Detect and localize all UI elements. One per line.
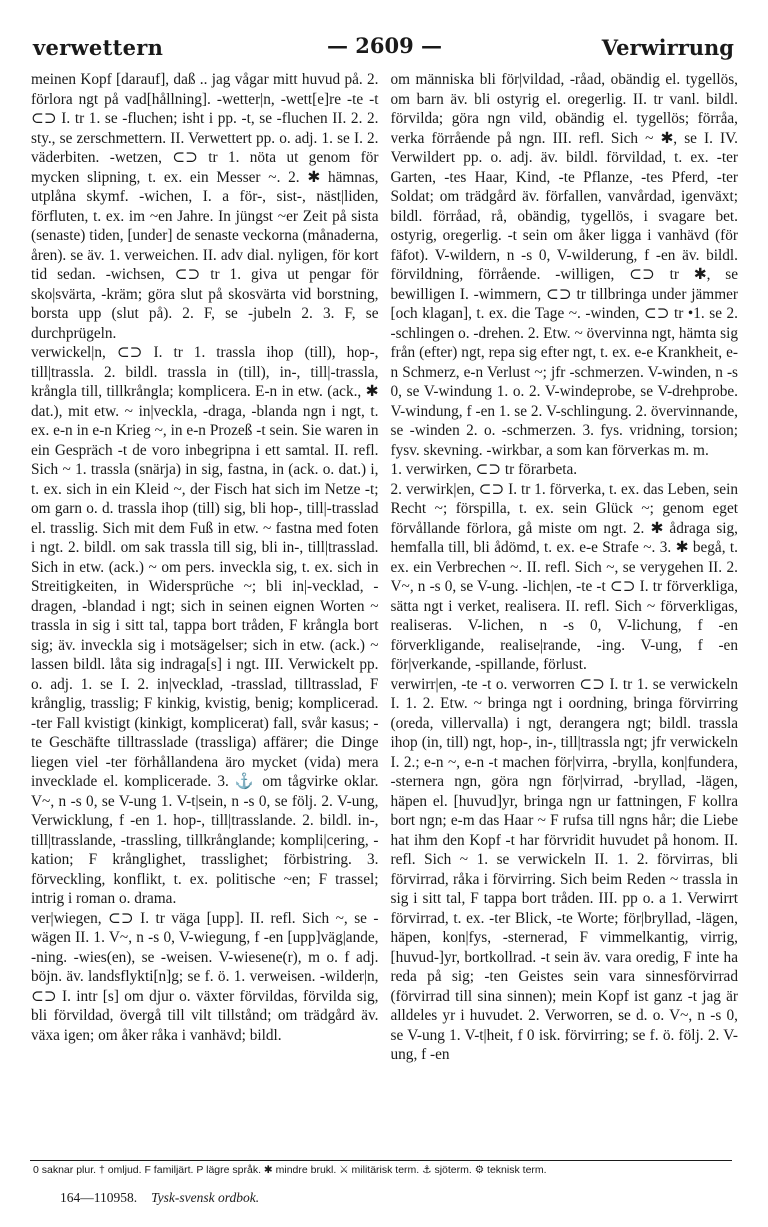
footer-rule [30,1160,732,1161]
entry-paragraph: 1. verwirken, ⊂⊃ tr förarbeta. [390,461,578,478]
imprint-title: Tysk-svensk ordbok. [151,1190,260,1205]
page-header [31,30,738,70]
entry-paragraph: ver|wiegen, ⊂⊃ I. tr väga [upp]. II. refl. Sich ~, se -wägen II. 1. V~, n -s 0, V-wiegung, f -en [upp]väg|ande, -ning. -wies(en), se -weisen. V-wiesene(r), m o. f adj. böjn. äv. landsflykti[n]g; se f. ö. 1. verweisen. -wilder|n, ⊂⊃ I. intr [s] om djur o. växter förvildas, förvilda sig, bli förvildad, övergå till vilt tillstånd; om trädgård äv. växa igen; om åker råka i vanhävd; bildl. [31,909,379,1044]
entry-paragraph: meinen Kopf [darauf], daß .. jag vågar mitt huvud på. 2. förlora ngt på vad[hållning]. -wetter|n, -wett[e]re -te -t ⊂⊃ I. tr 1. se -fluchen; isht i pp. -t, se -fluchen II. 2. 2. sty., se zerschmettern. II. Verwettert pp. o. adj. 1. se I. 2. väderbiten. -wetzen, ⊂⊃ tr 1. nöta ut genom för mycken slipning, t. ex. ein Messer ~. 2. ✱ hämnas, utplåna skymf. -wichen, I. a för-, sist-, näst|liden, förfluten, t. ex. im ~en Jahre. In jüngst ~er Zeit på sista (senaste) tiden, [under] de senaste veckorna (månaderna, åren). se äv. 1. verweichen. II. adv dial. nyligen, för kort tid sedan. -wichsen, ⊂⊃ tr 1. giva ut pengar för sko|svärta, -kräm; göra slut på skosvärta vid borstning, borsta upp (slut på). 2. F, se -jubeln 2. 3. F, se durchprügeln. [31,71,379,342]
printer-imprint [60,1190,259,1206]
abbreviation-legend: 0 saknar plur. † omljud. F familjärt. P lägre språk. ✱ mindre brukl. ⚔ militärisk term. ⚓ sjöterm. ⚙ teknisk term. [33,1164,547,1176]
imprint-number: 164—110958. [60,1190,138,1205]
page-number: — 2609 — [326,33,443,58]
right-column [391,70,739,1110]
entry-paragraph: 2. verwirk|en, ⊂⊃ I. tr 1. förverka, t. ex. das Leben, sein Recht ~; förspilla, t. ex. sein Glück ~; genom eget förvållande förlora, gå miste om ngt. 2. ✱ ådraga sig, hemfalla till, bli ådömd, t. ex. e-e Strafe ~. 3. ✱ begå, t. ex. ein Verbrechen ~. II. refl. Sich ~, se verygehen II. 2. V~, n -s 0, se V-ung. -lich|en, -te -t ⊂⊃ I. tr förverkliga, sätta ngt i verket, realisera. II. refl. Sich ~ förverkligas, realiseras. V-lichen, n -s 0, V-lichung, f -en förverkligande, realise|rande, -ing. V-ung, f -en för|verkande, -spillande, förlust. [390,480,738,673]
left-running-headword: verwettern [33,35,164,60]
entry-paragraph: verwirr|en, -te -t o. verworren ⊂⊃ I. tr 1. se verwickeln I. 1. 2. Etw. ~ bringa ngt i oordning, bringa förvirring (oreda, villervalla) i ngt, derangera ngt; bildl. trassla ihop (in, till) ngt, hop-, in-, till|trassla ngt; jfr verwickeln I. 2.; e-n ~, e-n -t machen för|virra, -brylla, kon|fundera, -sternera ngn, göra ngn för|virrad, -bryllad, -lägen, häpen el. [huvud]yr, bringa ngn ur fattningen, F kollra bort ngn; e-m das Haar ~ F rufsa till ngns hår; die Liebe hat ihm den Kopf -t har förvridit huvudet på honom. II. refl. Sich ~ 1. se verwickeln II. 1. 2. förvirras, bli förvirrad, råka i förvirring. Sich beim Reden ~ trassla in sig i sitt tal, F tappa bort tråden. III. pp o. a 1. Verwirrt förvirrad, t. ex. -ter Blick, -te Worte; för|bryllad, -lägen, häpen, kon|fys, -sternerad, F vimmelkantig, virrig, [huvud-]yr, bortkollrad. -t sein äv. vara oredig, F inte ha reda på sig; -ten Geistes sein vara sinnesförvirrad (förvirrad till sina sinnen); mein Kopf ist ganz -t jag är alldeles yr i huvudet. 2. Verworren, se d. o. V~, n -s 0, se V-ung 1. V-t|heit, f 0 isk. förvirring; se f. ö. följ. 2. V-ung, f -en [390,675,738,1063]
left-column [31,70,379,1110]
right-running-headword: Verwirrung [601,35,734,60]
entry-paragraph: om människa bli för|vildad, -råad, obändig el. tygellös, om barn äv. bli ostyrig el. oregerlig. II. tr vanl. bildl. förvilda; göra ngn vild, obändig el. tygellös; förråa, verka förrående på ngn. III. refl. Sich ~ ✱, se I. IV. Verwildert pp. o. adj. äv. bildl. förvildad, t. ex. -ter Garten, -tes Haar, Kind, -te Pflanze, -tes Pferd, -ter Soldat; om trädgård äv. förfallen, vanvårdad, igenväxt; bildl. förråad, rå, obändig, tygellös, i svagare bet. ostyrig, oregerlig. -t sein om åker ligga i vanhävd (för fäfot). V-wildern, n -s 0, V-wilderung, f -en äv. bildl. förvildning, förrående. -willigen, ⊂⊃ tr ✱, se bewilligen I. -wimmern, ⊂⊃ tr tillbringa under jämmer [och klagan], t. ex. die Tage ~. -winden, ⊂⊃ tr •1. se 2. -schlingen o. -drehen. 2. Etw. ~ övervinna ngt, hämta sig från (efter) ngt, repa sig efter ngt, t. ex. e-e Krankheit, e-n Schmerz, e-n Verlust ~; jfr -schmerzen. V-winden, n -s 0, se V-windung 1. o. 2. V-windeprobe, se V-drehprobe. V-windung, f -en 1. se 2. V-schlingung. 2. övervinnande, se -winden 2. o. -schmerzen. 3. fys. vridning, torsion; fysv. skevning. -wirkbar, a som kan förverkas m. m. [390,71,738,459]
entry-paragraph: verwickel|n, ⊂⊃ I. tr 1. trassla ihop (till), hop-, till|trassla. 2. bildl. trassla in (till), in-, till|-trassla, krångla till, tillkrångla; komplicera. E-n in etw. (ack., ✱ dat.), mit etw. ~ in|veckla, -draga, -blanda ngn i ngt, t. ex. e-n in e-n Krieg ~, in e-n Prozeß -t sein. Sie waren in ein Gespräch -t de voro inbegripna i ett samtal. II. refl. Sich ~ 1. trassla (snärja) in sig, fastna, in (ack. o. dat.) i, t. ex. sich in ein Kleid ~, der Fisch hat sich im Netze -t; om garn o. d. trassla ihop (till) sig, bli hop-, till|-trasslad el. trasslig. Sich mit dem Fuß in etw. ~ fastna med foten i ngt. 2. bildl. om sak trassla till sig, bli in-, till|trasslad. Sich in etw. (ack.) ~ om pers. invecklа sig, t. ex. sich in Streitigkeiten, in Widersprüche ~; bli in|-vecklad, -dragen, -blandad i ngt; sich in seinen eignen Worten ~ trassla in sig i sitt tal, tappa bort tråden, F krångla bort sig; äv. invеckla sig i motsägelser; sich in etw. (ack.) ~ lassen bildl. låta sig indraga[s] i ngt. III. Verwickelt pp. o. adj. 1. se I. 2. in|vecklad, -trasslad, tilltrasslad, F krånglig, trasslig; F kinkig, kvistig, benig; komplicerad. -ter Fall kvistigt (kinkigt, komplicerat) fall, svår kasus; -te Geschäfte tilltrasslade (trassliga) affärer; die Dinge liegen viel -ter förhållandena äro mycket (vida) mera invecklade el. komplicerade. 3. ⚓ om tågvirke oklar. V~, n -s 0, se V-ung 1. V-t|sein, n -s 0, se följ. 2. V-ung, Verwicklung, f -en 1. hop-, till|trasslande. 2. bildl. in-, till|trasslande, -trassling, tillkrånglande; kompli|cering, -kation; F krånglighet, trasslighet; förbistring. 3. förveckling, konflikt, t. ex. politische ~en; F trassel; intrig i roman o. drama. [31,344,379,907]
text-columns [31,70,738,1110]
